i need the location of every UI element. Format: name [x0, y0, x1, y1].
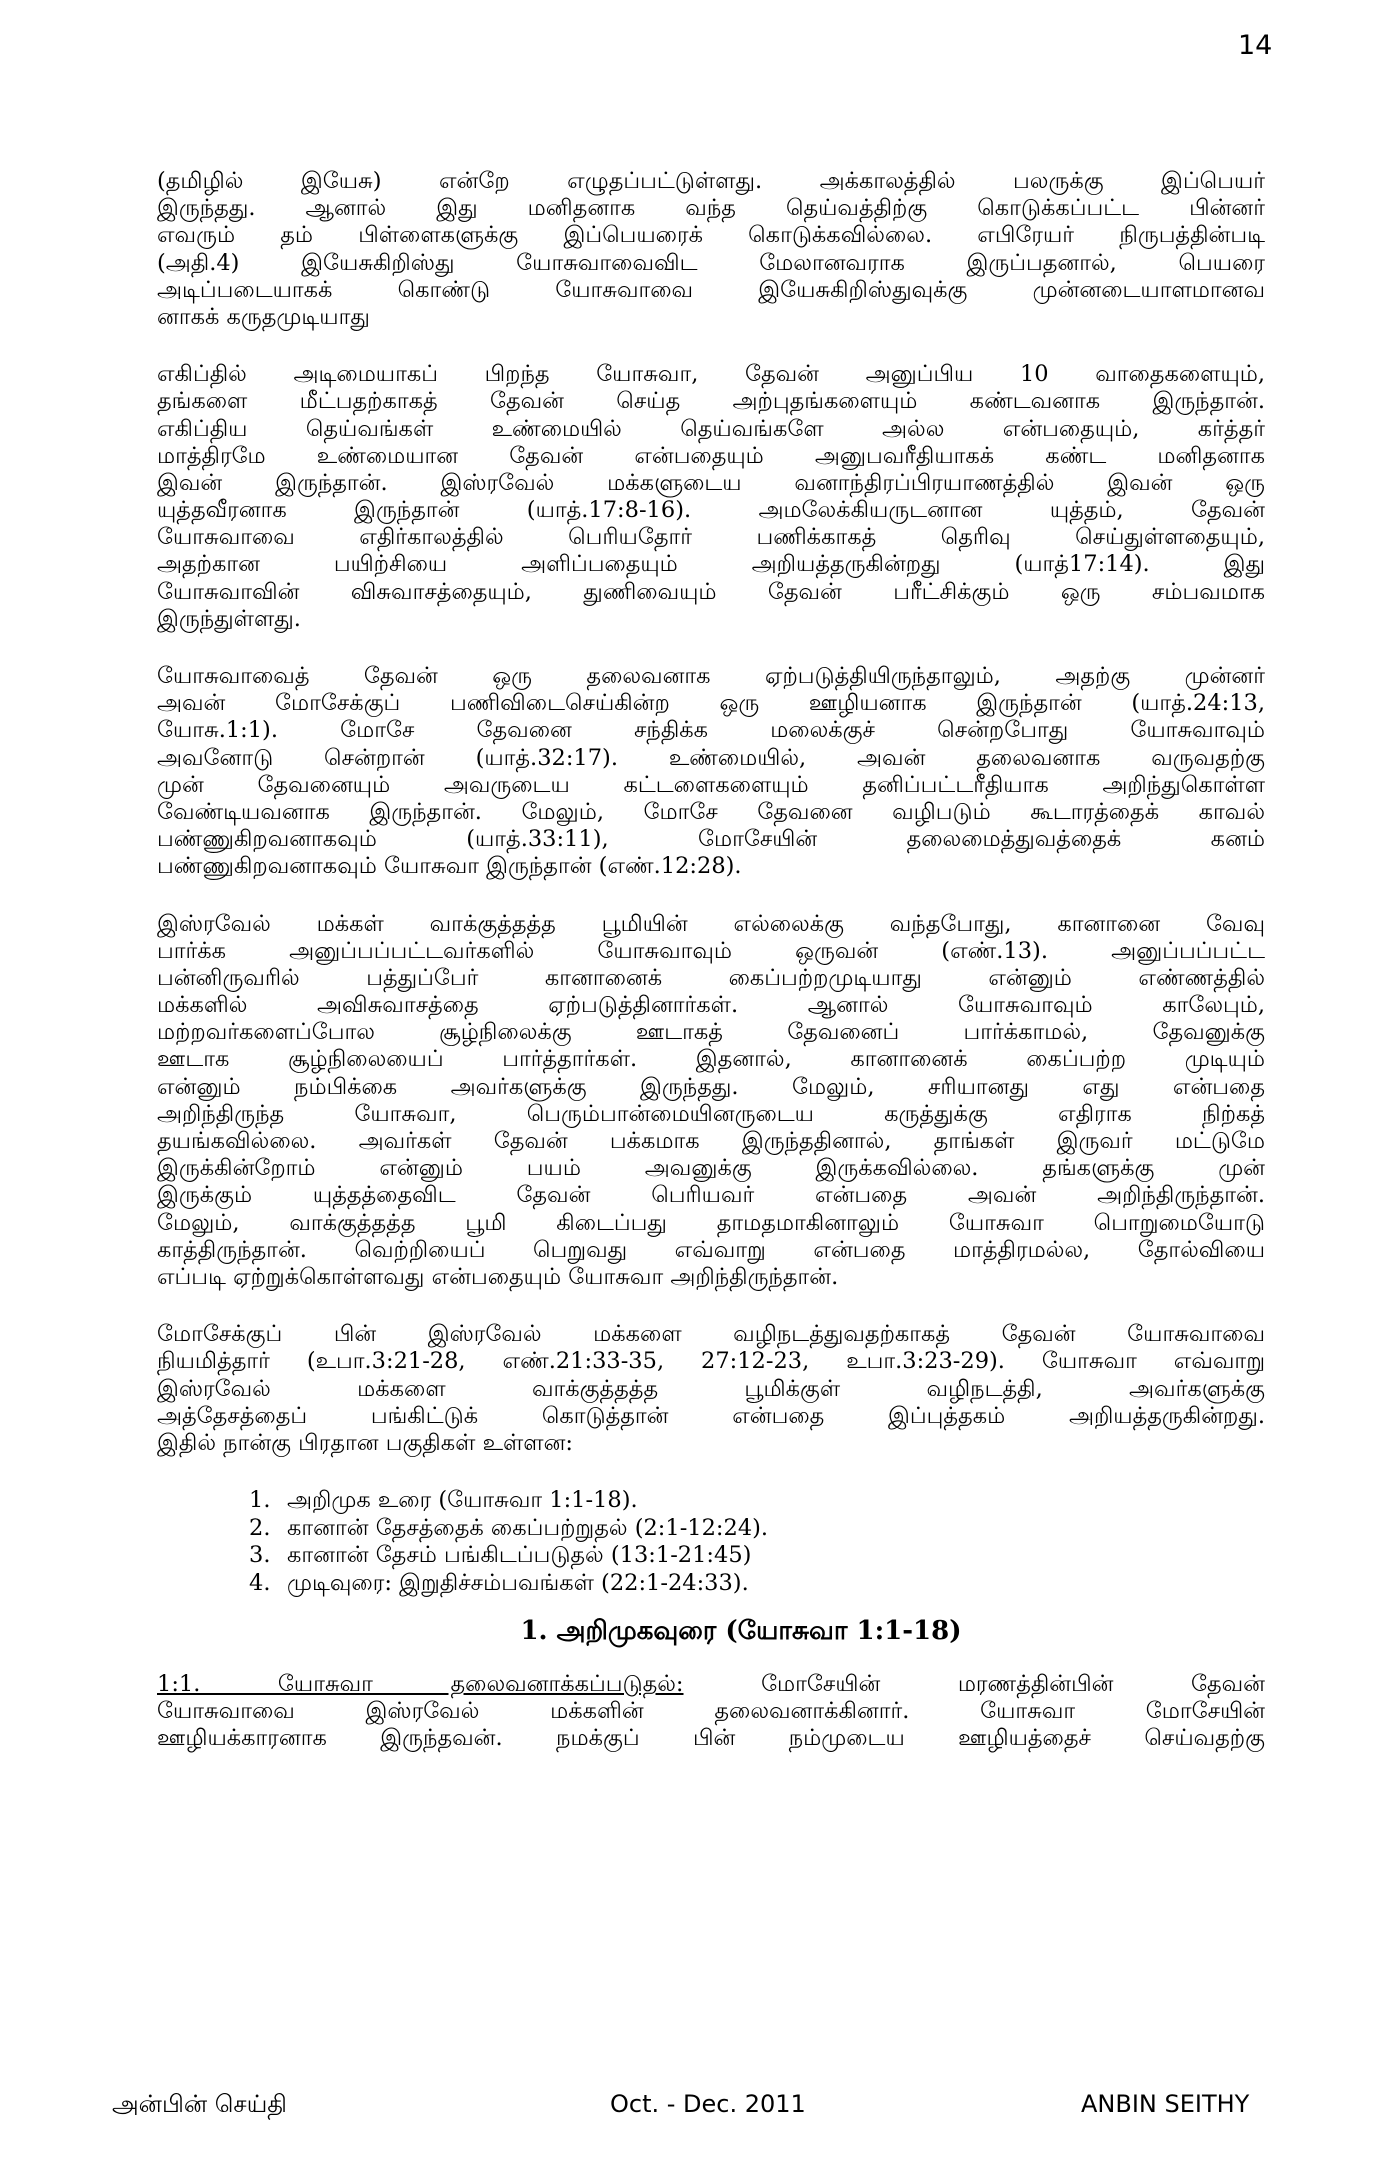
outline-item [249, 1570, 1265, 1598]
text-line: பன்னிருவரில் பத்துப்பேர் கானானைக் கைப்பற்றமுடியாது என்னும் எண்ணத்தில் [157, 964, 1265, 991]
text-line: (அதி.4) இயேசுகிறிஸ்து யோசுவாவைவிட மேலானவராக இருப்பதனால், பெயரை [157, 249, 1265, 276]
text-line: என்னும் நம்பிக்கை அவர்களுக்கு இருந்தது. மேலும், சரியானது எது என்பதை [157, 1073, 1265, 1100]
text-line: இஸ்ரவேல் மக்களை வாக்குத்தத்த பூமிக்குள் வழிநடத்தி, அவர்களுக்கு [157, 1375, 1265, 1402]
text-line: மேலும், வாக்குத்தத்த பூமி கிடைப்பது தாமதமாகினாலும் யோசுவா பொறுமையோடு [157, 1209, 1265, 1236]
text-line: அவன் மோசேக்குப் பணிவிடைசெய்கின்ற ஒரு ஊழியனாக இருந்தான் (யாத்.24:13, [157, 690, 1265, 717]
text-line: அறிந்திருந்த யோசுவா, பெரும்பான்மையினருடைய கருத்துக்கு எதிராக நிற்கத் [157, 1100, 1265, 1127]
subsection-heading: 1:1. யோசுவா தலைவனாக்கப்படுதல்: [157, 1671, 684, 1698]
text-line: இருக்கின்றோம் என்னும் பயம் அவனுக்கு இருக்கவில்லை. தங்களுக்கு முன் [157, 1155, 1265, 1182]
text-line: (தமிழில் இயேசு) என்றே எழுதப்பட்டுள்ளது. அக்காலத்தில் பலருக்கு இப்பெயர் [157, 168, 1265, 194]
paragraphs [157, 168, 1265, 1457]
text-line: காத்திருந்தான். வெற்றியைப் பெறுவது எவ்வாறு என்பதை மாத்திரமல்ல, தோல்வியை [157, 1236, 1265, 1263]
text-line: நியமித்தார் (உபா.3:21-28, எண்.21:33-35, 27:12-23, உபா.3:23-29). யோசுவா எவ்வாறு [157, 1348, 1265, 1375]
subsection-first-line-rest: மோசேயின் மரணத்தின்பின் தேவன் [761, 1671, 1265, 1698]
paragraph [157, 361, 1265, 633]
text-line: ஊடாக சூழ்நிலையைப் பார்த்தார்கள். இதனால், கானானைக் கைப்பற்ற முடியும் [157, 1046, 1265, 1073]
subsection-line: ஊழியக்காரனாக இருந்தவன். நமக்குப் பின் நம்முடைய ஊழியத்தைச் செய்வதற்கு [157, 1725, 1265, 1752]
text-line: இருக்கும் யுத்தத்தைவிட தேவன் பெரியவர் என்பதை அவன் அறிந்திருந்தான். [157, 1182, 1265, 1209]
document-body [157, 168, 1265, 1783]
text-line: பண்ணுகிறவனாகவும் யோசுவா இருந்தான் (எண்.12:28). [157, 853, 742, 880]
text-line: அவனோடு சென்றான் (யாத்.32:17). உண்மையில், அவன் தலைவனாக வருவதற்கு [157, 744, 1265, 771]
text-line: தங்களை மீட்பதற்காகத் தேவன் செய்த அற்புதங்களையும் கண்டவனாக இருந்தான். [157, 388, 1265, 415]
text-line: யுத்தவீரனாக இருந்தான் (யாத்.17:8-16). அமலேக்கியருடனான யுத்தம், தேவன் [157, 497, 1265, 524]
footer-issue-date: Oct. - Dec. 2011 [610, 2090, 806, 2118]
text-line: முன் தேவனையும் அவருடைய கட்டளைகளையும் தனிப்பட்டரீதியாக அறிந்துகொள்ள [157, 771, 1265, 798]
paragraph [157, 911, 1265, 1292]
outline-item-text: கானான் தேசத்தைக் கைப்பற்றுதல் (2:1-12:24). [287, 1514, 769, 1541]
text-line: மோசேக்குப் பின் இஸ்ரவேல் மக்களை வழிநடத்துவதற்காகத் தேவன் யோசுவாவை [157, 1321, 1265, 1348]
text-line: வேண்டியவனாக இருந்தான். மேலும், மோசே தேவனை வழிபடும் கூடாரத்தைக் காவல் [157, 798, 1265, 825]
outline-item-number: 3. [249, 1542, 271, 1569]
text-line: அதற்கான பயிற்சியை அளிப்பதையும் அறியத்தருகின்றது (யாத்17:14). இது [157, 551, 1265, 578]
footer-magazine-tamil: அன்பின் செய்தி [112, 2090, 287, 2118]
text-line: அத்தேசத்தைப் பங்கிட்டுக் கொடுத்தான் என்பதை இப்புத்தகம் அறியத்தருகின்றது. [157, 1402, 1265, 1429]
outline-item [249, 1542, 1265, 1570]
text-line: இதில் நான்கு பிரதான பகுதிகள் உள்ளன: [157, 1429, 574, 1456]
subsection-line: யோசுவாவை இஸ்ரவேல் மக்களின் தலைவனாக்கினார். யோசுவா மோசேயின் [157, 1698, 1265, 1725]
outline-item-number: 4. [249, 1569, 271, 1596]
text-line: மக்களில் அவிசுவாசத்தை ஏற்படுத்தினார்கள். ஆனால் யோசுவாவும் காலேபும், [157, 992, 1265, 1019]
text-line: தயங்கவில்லை. அவர்கள் தேவன் பக்கமாக இருந்ததினால், தாங்கள் இருவர் மட்டுமே [157, 1128, 1265, 1154]
text-line: யோசுவாவைத் தேவன் ஒரு தலைவனாக ஏற்படுத்தியிருந்தாலும், அதற்கு முன்னர் [157, 663, 1265, 689]
section-title: 1. அறிமுகவுரை (யோசுவா 1:1-18) [520, 1616, 962, 1647]
outline-item-text: அறிமுக உரை (யோசுவா 1:1-18). [287, 1487, 638, 1514]
text-line: மற்றவர்களைப்போல சூழ்நிலைக்கு ஊடாகத் தேவனைப் பார்க்காமல், தேவனுக்கு [157, 1019, 1265, 1046]
text-line: னாகக் கருதமுடியாது [157, 303, 370, 330]
text-line: யோசு.1:1). மோசே தேவனை சந்திக்க மலைக்குச் சென்றபோது யோசுவாவும் [157, 717, 1265, 744]
outline-item-text: முடிவுரை: இறுதிச்சம்பவங்கள் (22:1-24:33). [287, 1569, 749, 1596]
footer-magazine-english: ANBIN SEITHY [1081, 2090, 1250, 2118]
text-line: அடிப்படையாகக் கொண்டு யோசுவாவை இயேசுகிறிஸ்துவுக்கு முன்னடையாளமானவ [157, 276, 1265, 303]
page-number: 14 [1238, 30, 1273, 61]
subsection-first-line [157, 1671, 1265, 1698]
text-line: எகிப்தில் அடிமையாகப் பிறந்த யோசுவா, தேவன் அனுப்பிய 10 வாதைகளையும், [157, 361, 1265, 388]
text-line: இருந்துள்ளது. [157, 605, 301, 632]
text-line: பண்ணுகிறவனாகவும் (யாத்.33:11), மோசேயின் தலைமைத்துவத்தைக் கனம் [157, 826, 1265, 853]
paragraph [157, 168, 1265, 331]
text-line: மாத்திரமே உண்மையான தேவன் என்பதையும் அனுபவரீதியாகக் கண்ட மனிதனாக [157, 442, 1265, 469]
paragraph [157, 663, 1265, 881]
outline-item-text: கானான் தேசம் பங்கிடப்படுதல் (13:1-21:45) [287, 1542, 752, 1569]
subsection-paragraph [157, 1671, 1265, 1753]
outline-item-number: 2. [249, 1514, 271, 1541]
paragraph [157, 1321, 1265, 1457]
text-line: யோசுவாவை எதிர்காலத்தில் பெரியதோர் பணிக்காகத் தெரிவு செய்துள்ளதையும், [157, 524, 1265, 551]
outline-item [249, 1515, 1265, 1543]
outline-list [157, 1487, 1265, 1597]
text-line: எப்படி ஏற்றுக்கொள்ளவது என்பதையும் யோசுவா அறிந்திருந்தான். [157, 1263, 839, 1290]
text-line: யோசுவாவின் விசுவாசத்தையும், துணிவையும் தேவன் பரீட்சிக்கும் ஒரு சம்பவமாக [157, 578, 1265, 605]
text-line: எவரும் தம் பிள்ளைகளுக்கு இப்பெயரைக் கொடுக்கவில்லை. எபிரேயர் நிருபத்தின்படி [157, 222, 1265, 249]
outline-item-number: 1. [249, 1487, 271, 1514]
text-line: இவன் இருந்தான். இஸ்ரவேல் மக்களுடைய வனாந்திரப்பிரயாணத்தில் இவன் ஒரு [157, 469, 1265, 496]
outline-item [249, 1487, 1265, 1515]
text-line: இஸ்ரவேல் மக்கள் வாக்குத்தத்த பூமியின் எல்லைக்கு வந்தபோது, கானானை வேவு [157, 910, 1265, 937]
text-line: எகிப்திய தெய்வங்கள் உண்மையில் தெய்வங்களே அல்ல என்பதையும், கர்த்தர் [157, 415, 1265, 442]
text-line: இருந்தது. ஆனால் இது மனிதனாக வந்த தெய்வத்திற்கு கொடுக்கப்பட்ட பின்னர் [157, 195, 1265, 222]
text-line: பார்க்க அனுப்பப்பட்டவர்களில் யோசுவாவும் ஒருவன் (எண்.13). அனுப்பப்பட்ட [157, 937, 1265, 964]
